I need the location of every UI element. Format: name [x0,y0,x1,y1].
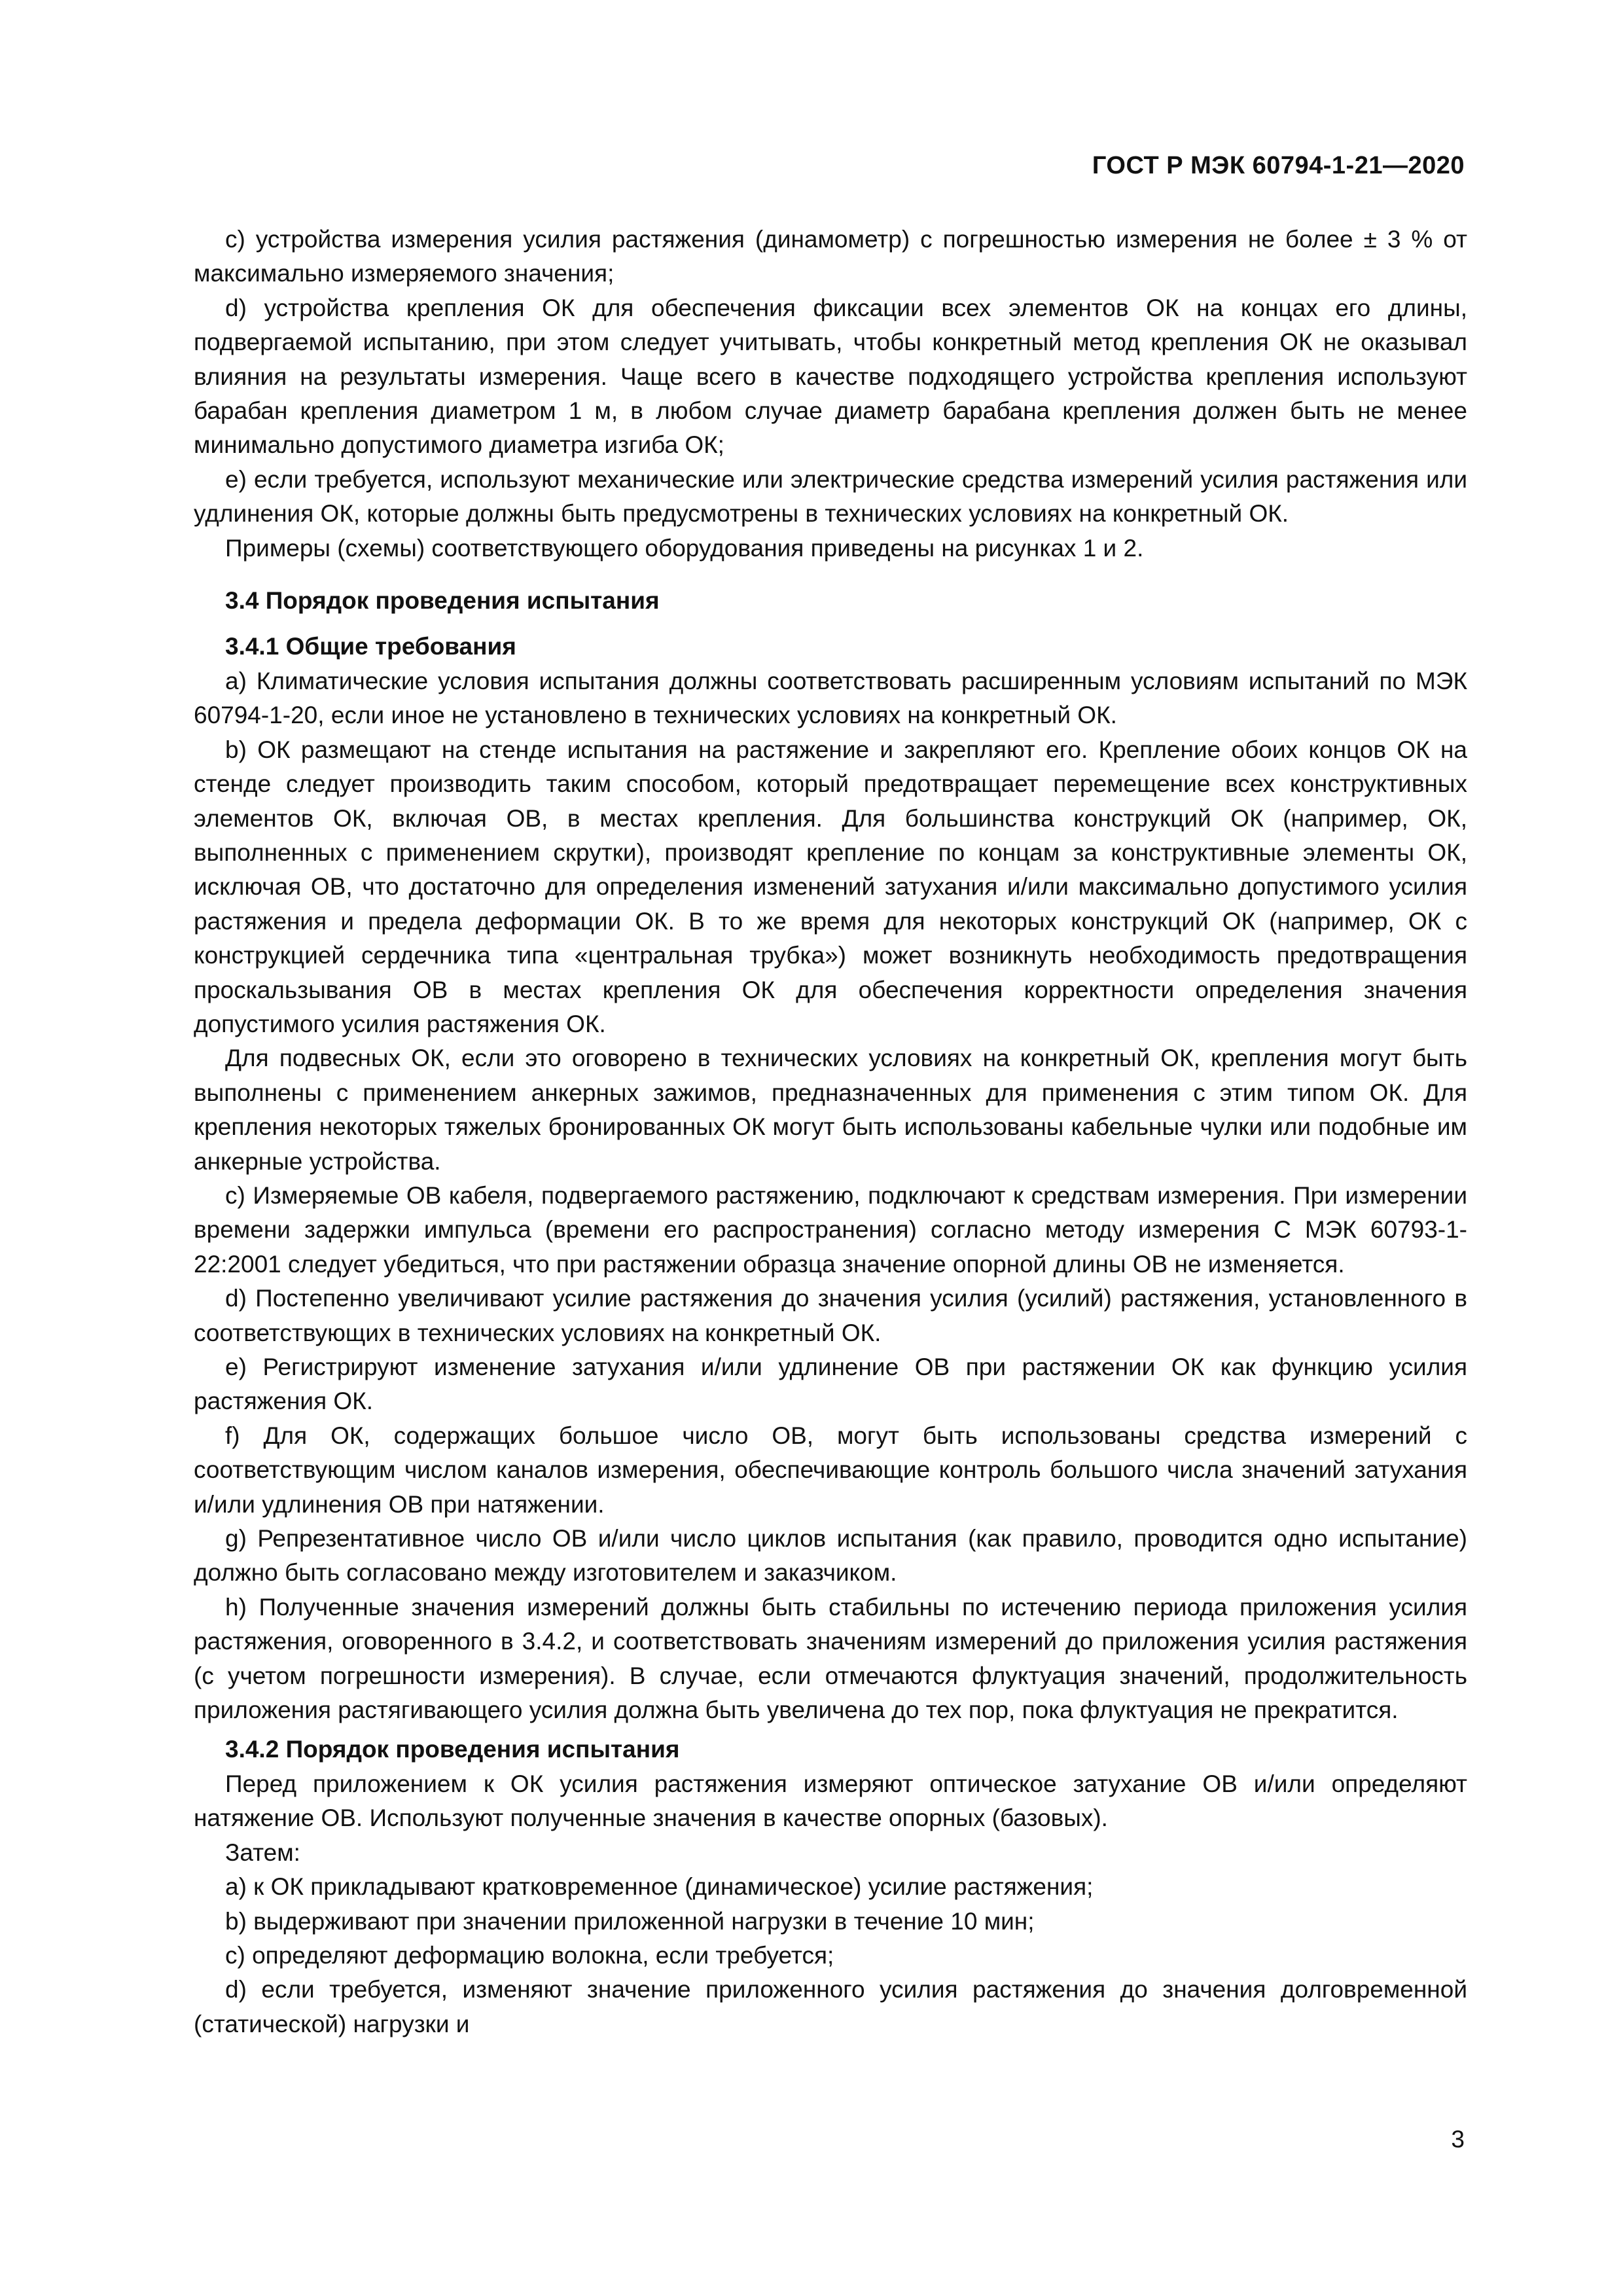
section-heading-3-4-2: 3.4.2 Порядок проведения испытания [225,1736,680,1763]
paragraph-3-4-2-intro: Перед приложением к ОК усилия растяжения измеряют оптическое затухание ОВ и/или определяют натяжение ОВ. Используют полученные значения в качестве опорных (базовых). [194,1770,1467,1832]
paragraph-3-4-1-f: f) Для ОК, содержащих большое число ОВ, могут быть использованы средства измерений с соответствующим числом каналов измерения, обеспечивающие контроль большого числа значений затухания и/или удлинения ОВ при натяжении. [194,1422,1467,1518]
paragraph-3-4-1-c: c) Измеряемые ОВ кабеля, подвергаемого растяжению, подключают к средствам измерения. При измерении времени задержки импульса (времени его распространения) согласно методу измерения С МЭК 60793-1-22:2001 следует убедиться, что при растяжении образца значение опорной длины ОВ не изменяется. [194,1181,1467,1278]
paragraph-3-4-1-d: d) Постепенно увеличивают усилие растяжения до значения усилия (усилий) растяжения, установленного в соответствующих в технических условиях на конкретный ОК. [194,1285,1467,1346]
paragraph-item-d: d) устройства крепления ОК для обеспечения фиксации всех элементов ОК на концах его длины, подвергаемой испытанию, при этом следует учитывать, чтобы конкретный метод крепления ОК не оказывал влияния на результаты измерения. Чаще всего в качестве подходящего устройства крепления используют барабан крепления диаметром 1 м, в любом случае диаметр барабана крепления должен быть не менее минимально допустимого диаметра изгиба ОК; [194,294,1467,459]
paragraph-3-4-1-g: g) Репрезентативное число ОВ и/или число циклов испытания (как правило, проводится одно испытание) должно быть согласовано между изготовителем и заказчиком. [194,1525,1467,1587]
paragraph-figures-reference: Примеры (схемы) соответствующего оборудования приведены на рисунках 1 и 2. [225,534,1144,562]
paragraph-3-4-2-d: d) если требуется, изменяют значение приложенного усилия растяжения до значения долговременной (статической) нагрузки и [194,1976,1467,2037]
paragraph-3-4-2-a: a) к ОК прикладывают кратковременное (динамическое) усилие растяжения; [225,1873,1094,1901]
section-heading-3-4: 3.4 Порядок проведения испытания [225,587,660,615]
paragraph-3-4-1-a: a) Климатические условия испытания должны соответствовать расширенным условиям испытаний по МЭК 60794-1-20, если иное не установлено в технических условиях на конкретный ОК. [194,667,1467,729]
paragraph-3-4-1-e: e) Регистрируют изменение затухания и/или удлинение ОВ при растяжении ОК как функцию усилия растяжения ОК. [194,1354,1467,1415]
section-heading-3-4-1: 3.4.1 Общие требования [225,633,516,660]
document-body [194,223,1467,2041]
paragraph-3-4-1-b: b) ОК размещают на стенде испытания на растяжение и закрепляют его. Крепление обоих концов ОК на стенде следует производить таким способом, который предотвращает перемещение всех конструктивных элементов ОК, включая ОВ, в местах крепления. Для большинства конструкций ОК (например, ОК, выполненных с применением скрутки), производят крепление по концам за конструктивные элементы ОК, исключая ОВ, что достаточно для определения изменений затухания и/или максимально допустимого усилия растяжения и предела деформации ОК. В то же время для некоторых конструкций ОК (например, ОК с конструкцией сердечника типа «центральная трубка») может возникнуть необходимость предотвращения проскальзывания ОВ в местах крепления ОК для обеспечения корректности определения значения допустимого усилия растяжения ОК. [194,736,1467,1037]
paragraph-3-4-1-suspended: Для подвесных ОК, если это оговорено в технических условиях на конкретный ОК, крепления могут быть выполнены с применением анкерных зажимов, предназначенных для применения с этим типом ОК. Для крепления некоторых тяжелых бронированных ОК могут быть использованы кабельные чулки или подобные им анкерные устройства. [194,1045,1467,1175]
paragraph-3-4-1-h: h) Полученные значения измерений должны быть стабильны по истечению периода приложения усилия растяжения, оговоренного в 3.4.2, и соответствовать значениям измерений до приложения усилия растяжения (с учетом погрешности измерения). В случае, если отмечаются флуктуация значений, продолжительность приложения растягивающего усилия должна быть увеличена до тех пор, пока флуктуация не прекратится. [194,1593,1467,1724]
paragraph-item-e: e) если требуется, используют механические или электрические средства измерений усилия растяжения или удлинения ОК, которые должны быть предусмотрены в технических условиях на конкретный ОК. [194,465,1467,528]
paragraph-item-c: c) устройства измерения усилия растяжения (динамометр) с погрешностью измерения не более ± 3 % от максимально измеряемого значения; [194,226,1467,287]
document-header-code: ГОСТ Р МЭК 60794-1-21—2020 [1092,152,1465,179]
paragraph-3-4-2-b: b) выдерживают при значении приложенной нагрузки в течение 10 мин; [225,1907,1035,1935]
page-number: 3 [1451,2126,1465,2153]
paragraph-3-4-2-c: c) определяют деформацию волокна, если требуется; [225,1941,834,1969]
paragraph-3-4-2-then: Затем: [225,1839,300,1866]
